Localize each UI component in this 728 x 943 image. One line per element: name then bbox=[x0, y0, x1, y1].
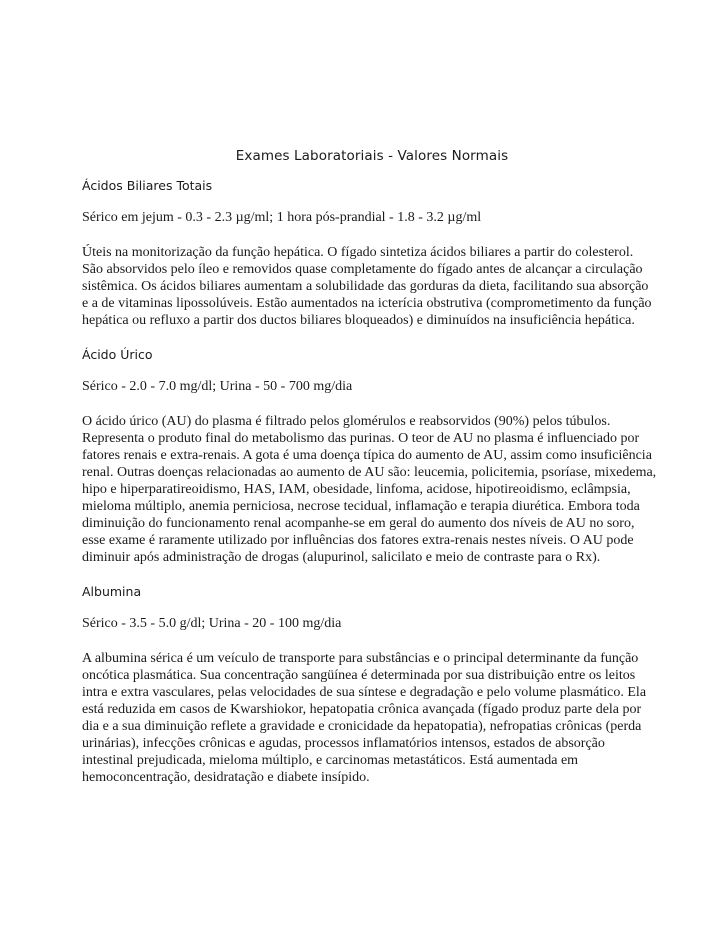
document-title: Exames Laboratoriais - Valores Normais bbox=[235, 148, 509, 164]
reference-values: Sérico - 2.0 - 7.0 mg/dl; Urina - 50 - 700 mg/dia bbox=[82, 379, 353, 394]
section-body: O ácido úrico (AU) do plasma é filtrado pelos glomérulos e reabsorvidos (90%) pelos túbulos. Representa o produto final do metabolismo das purinas. O teor de AU no plasma é influenciado por fatores renais e extra-renais. A gota é uma doença típica do aumento de AU, assim como insuficiência renal. Outras doenças relacionadas ao aumento de AU são: leucemia, policitemia, psoríase, mixedema, hipo e hiperparatireoidismo, HAS, IAM, obesidade, linfoma, acidose, hipotireoidismo, eclâmpsia, mieloma múltiplo, anemia perniciosa, necrose tecidual, inflamação e terapia diurética. Embora toda diminuição do funcionamento renal acompanhe-se em geral do aumento dos níveis de AU no soro, esse exame é raramente utilizado por influências dos fatores extra-renais nestes níveis. O AU pode diminuir após administração de drogas (alupurinol, salicilato e meio de contraste para o Rx). bbox=[82, 414, 657, 565]
document-content bbox=[82, 148, 657, 804]
section-albumina bbox=[82, 584, 657, 786]
reference-values: Sérico em jejum - 0.3 - 2.3 µg/ml; 1 hora pós-prandial - 1.8 - 3.2 µg/ml bbox=[82, 210, 482, 225]
section-body: Úteis na monitorização da função hepática. O fígado sintetiza ácidos biliares a partir do colesterol. São absorvidos pelo íleo e removidos quase completamente do fígado antes de alcançar a circulação sistêmica. Os ácidos biliares aumentam a solubilidade das gorduras da dieta, facilitando sua absorção e a de vitaminas lipossolúveis. Estão aumentados na icterícia obstrutiva (comprometimento da função hepática ou refluxo a partir dos ductos biliares bloqueados) e diminuídos na insuficiência hepática. bbox=[82, 245, 652, 328]
section-heading: Albumina bbox=[82, 584, 142, 599]
section-acido-urico bbox=[82, 347, 657, 566]
section-heading: Ácido Úrico bbox=[82, 347, 153, 362]
section-heading: Ácidos Biliares Totais bbox=[82, 178, 213, 193]
reference-values: Sérico - 3.5 - 5.0 g/dl; Urina - 20 - 100 mg/dia bbox=[82, 616, 342, 631]
section-acidos-biliares bbox=[82, 178, 657, 329]
section-body: A albumina sérica é um veículo de transporte para substâncias e o principal determinante da função oncótica plasmática. Sua concentração sangüínea é determinada por sua distribuição entre os leitos intra e extra vasculares, pelas velocidades de sua síntese e degradação e pelo volume plasmático. Ela está reduzida em casos de Kwarshiokor, hepatopatia crônica avançada (fígado produz parte dela por dia e a sua diminuição reflete a gravidade e cronicidade da hepatopatia), nefropatias crônicas (perda urinárias), infecções crônicas e agudas, processos inflamatórios intensos, estados de absorção intestinal prejudicada, mieloma múltiplo, e carcinomas metastáticos. Está aumentada em hemoconcentração, desidratação e diabete insípido. bbox=[82, 651, 647, 785]
